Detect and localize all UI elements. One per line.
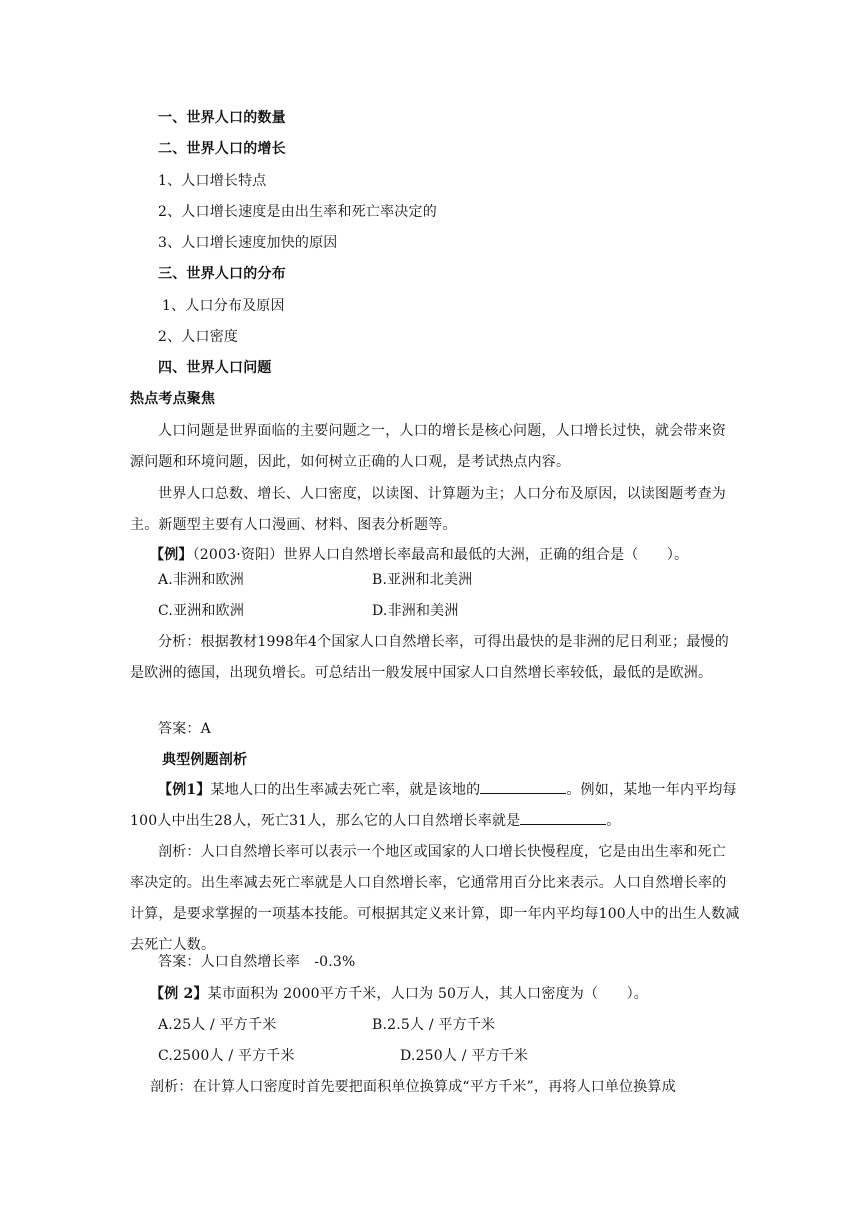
example-1-question — [130, 775, 740, 837]
example-1-analysis: 剖析：人口自然增长率可以表示一个地区或国家的人口增长快慢程度，它是由出生率和死亡率决定的。出生率减去死亡率就是人口自然增长率，它通常用百分比来表示。人口自然增长率的计算，是要求掌握的一项基本技能。可根据其定义来计算，即一年内平均每100人中的出生人数减去死亡人数。 — [130, 844, 740, 953]
example-1-stem-c: 。 — [606, 813, 621, 829]
outline-item: 2、人口密度 — [158, 329, 239, 345]
heading-world-population-growth: 二、世界人口的增长 — [158, 141, 286, 157]
option-a: A.非洲和欧洲 — [158, 572, 244, 588]
answer-blank — [520, 810, 606, 825]
option-d: D.非洲和美洲 — [372, 603, 459, 619]
option-b: B.2.5人 / 平方千米 — [372, 1017, 496, 1033]
section-title-hot-topics: 热点考点聚焦 — [130, 391, 216, 407]
example-source: （2003·资阳） — [192, 547, 284, 563]
heading-world-population-distribution: 三、世界人口的分布 — [158, 266, 286, 282]
outline-item: 1、人口增长特点 — [158, 173, 267, 189]
answer-blank — [480, 779, 566, 794]
answer-line: 答案：A — [158, 721, 211, 737]
example-tag: 【例】 — [150, 547, 193, 563]
option-d: D.250人 / 平方千米 — [400, 1048, 529, 1064]
example-2-stem: 某市面积为 2000平方千米，人口为 50万人，其人口密度为（ ）。 — [207, 986, 648, 1002]
example-question — [150, 545, 760, 565]
example-stem: 世界人口自然增长率最高和最低的大洲，正确的组合是（ ）。 — [283, 547, 689, 563]
example-2-analysis: 剖析：在计算人口密度时首先要把面积单位换算成“平方千米”，再将人口单位换算成 — [150, 1079, 676, 1095]
paragraph: 世界人口总数、增长、人口密度，以读图、计算题为主；人口分布及原因，以读图题考查为主。新题型主要有人口漫画、材料、图表分析题等。 — [130, 486, 726, 533]
example-1-tag: 【例1】 — [158, 782, 211, 798]
example-1-stem-a: 某地人口的出生率减去死亡率，就是该地的 — [210, 782, 481, 798]
example-1-answer: 答案：人口自然增长率 -0.3% — [158, 954, 356, 970]
analysis-paragraph: 分析：根据教材1998年4个国家人口自然增长率，可得出最快的是非洲的尼日利亚；最慢的是欧洲的德国，出现负增长。可总结出一般发展中国家人口自然增长率较低，最低的是欧洲。 — [130, 634, 729, 681]
heading-world-population-count: 一、世界人口的数量 — [158, 110, 286, 126]
example-1-stem-b: 。例如，某地一年内平均每100人中出生28人，死亡31人，那么它的人口自然增长率就是 — [130, 782, 737, 829]
paragraph: 人口问题是世界面临的主要问题之一，人口的增长是核心问题，人口增长过快，就会带来资源问题和环境问题，因此，如何树立正确的人口观，是考试热点内容。 — [130, 423, 726, 470]
outline-item: 3、人口增长速度加快的原因 — [158, 235, 338, 251]
example-2-question — [150, 984, 760, 1004]
option-c: C.2500人 / 平方千米 — [158, 1048, 295, 1064]
example-2-tag: 【例 2】 — [150, 986, 208, 1002]
heading-world-population-issues: 四、世界人口问题 — [158, 360, 272, 376]
option-b: B.亚洲和北美洲 — [372, 572, 473, 588]
outline-item: 1、人口分布及原因 — [162, 298, 285, 314]
outline-item: 2、人口增长速度是由出生率和死亡率决定的 — [158, 204, 437, 220]
section-title-typical-examples: 典型例题剖析 — [162, 752, 248, 768]
option-c: C.亚洲和欧洲 — [158, 603, 245, 619]
option-a: A.25人 / 平方千米 — [158, 1017, 277, 1033]
